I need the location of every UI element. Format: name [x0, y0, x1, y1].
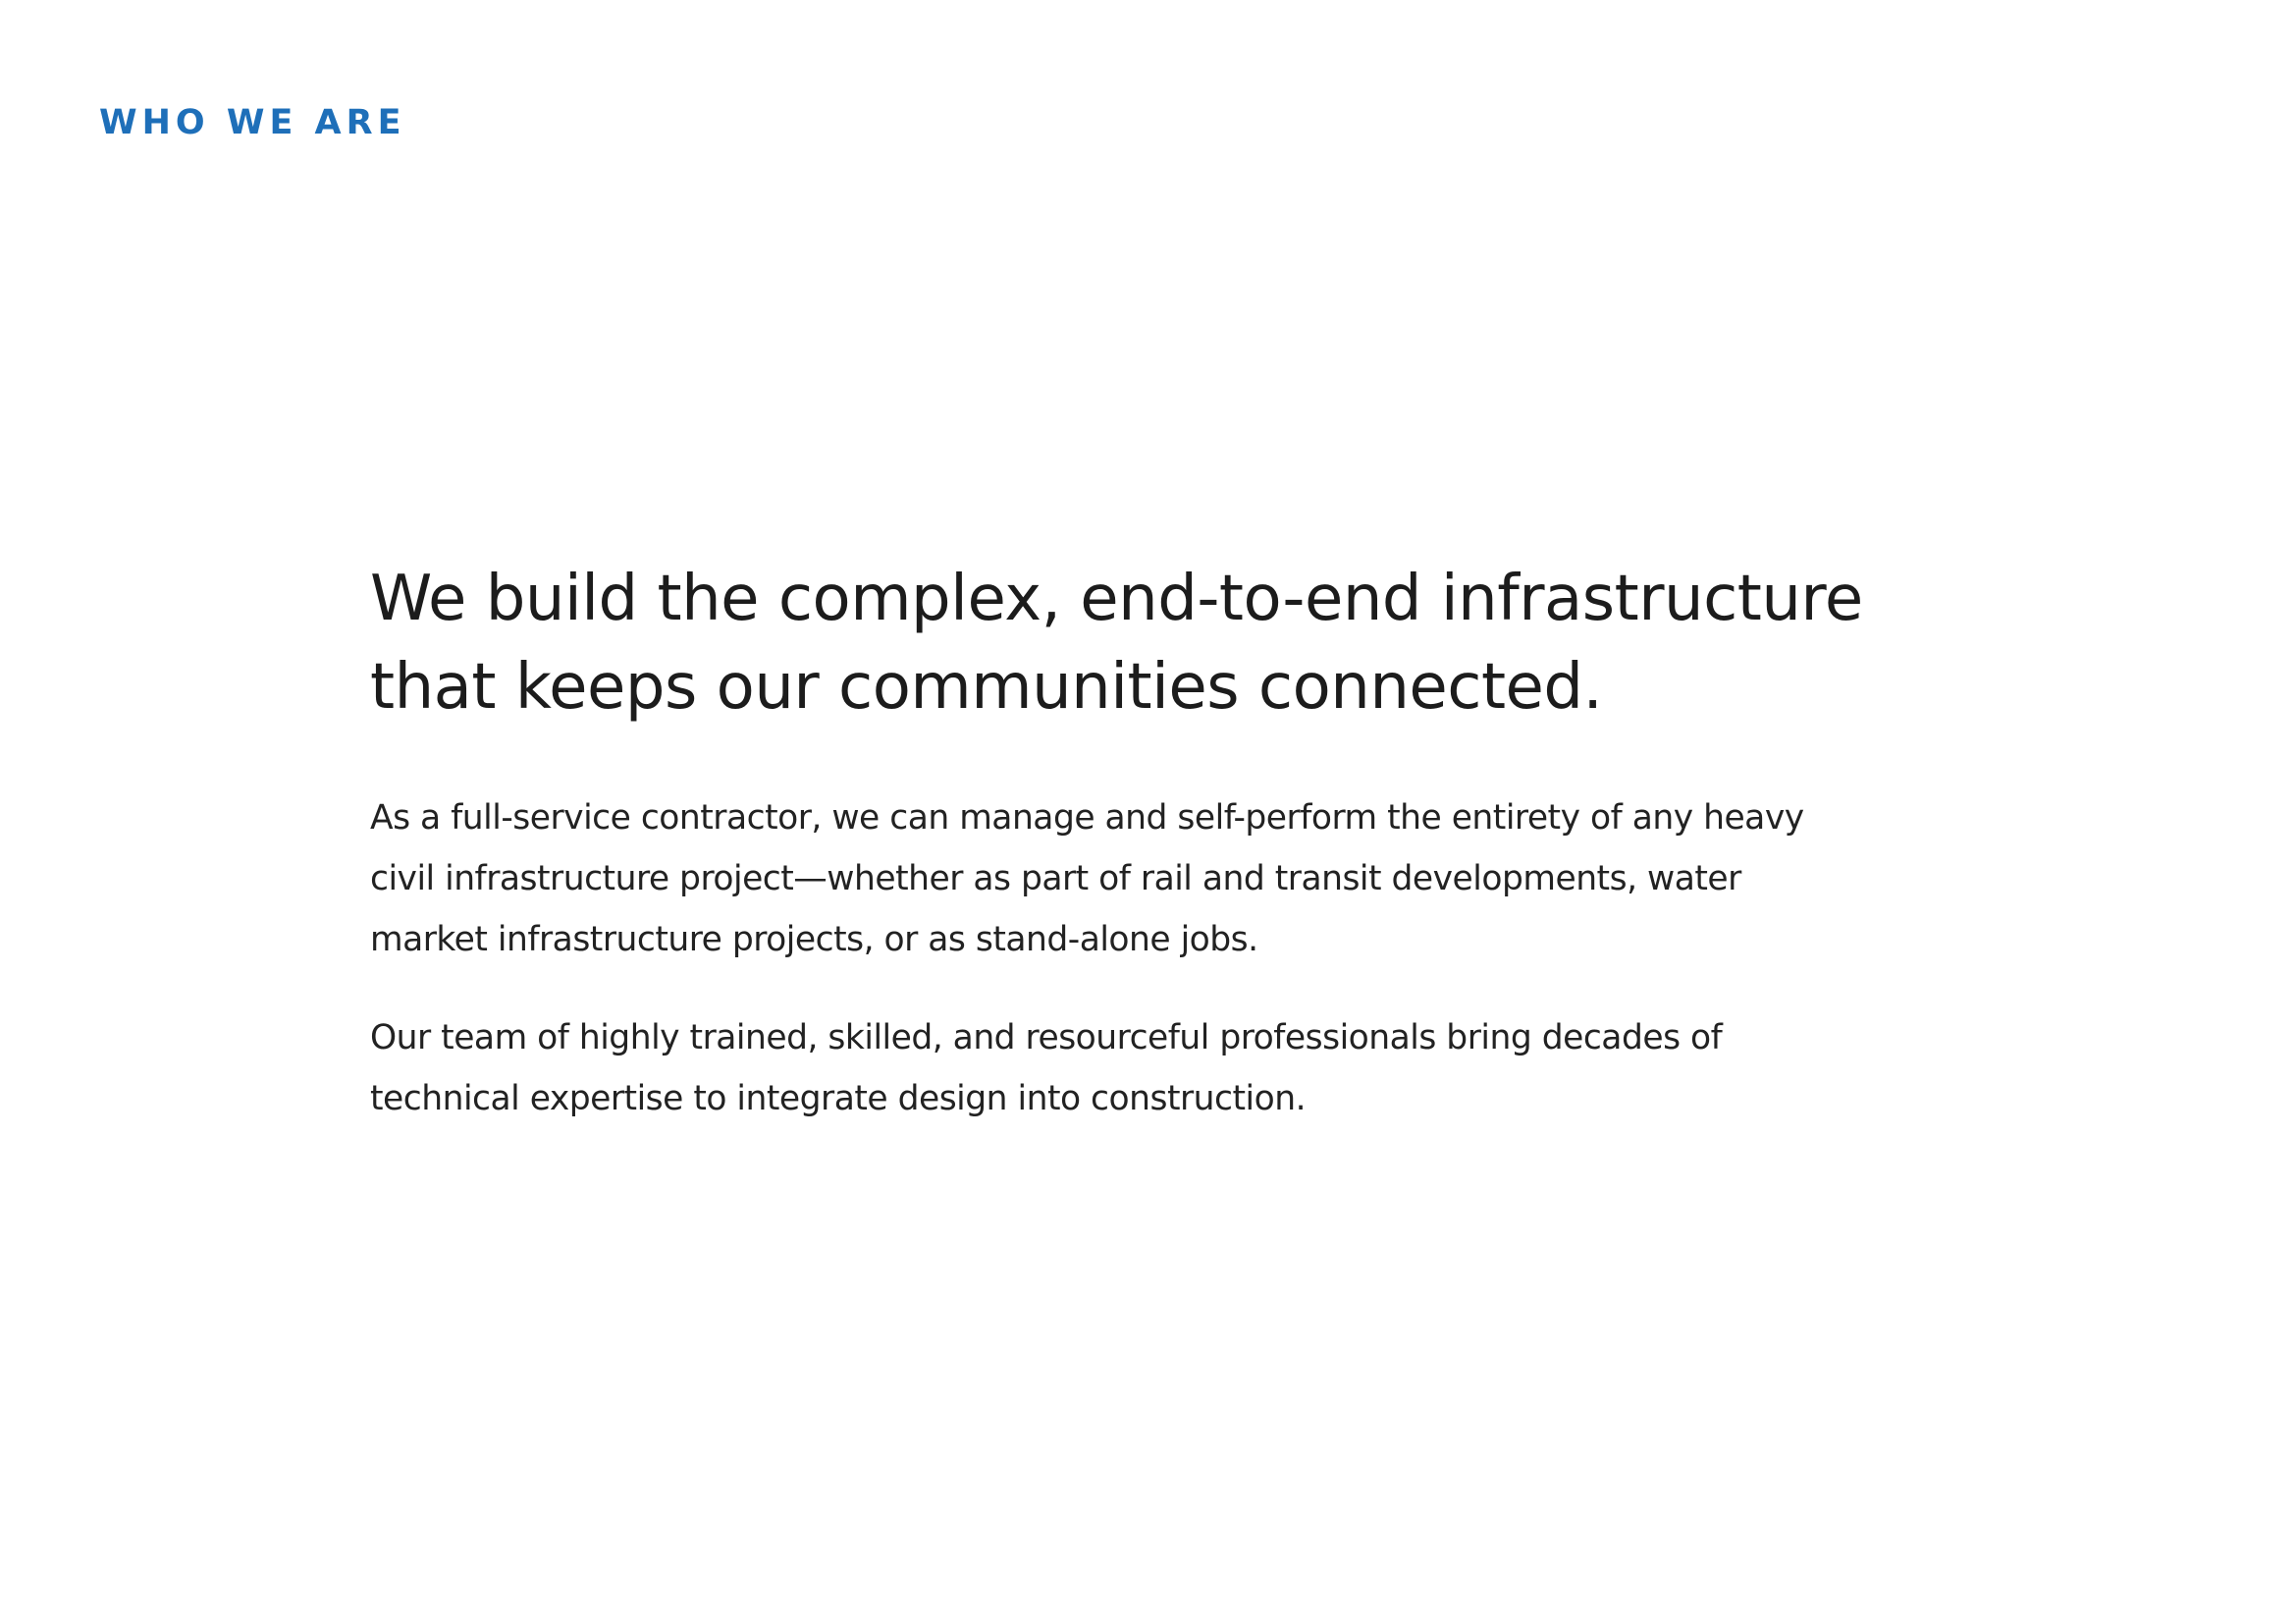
team-paragraph — [370, 1007, 1960, 1129]
headline-line: that keeps our communities connected. — [370, 651, 1603, 724]
paragraph-line: market infrastructure projects, or as stand-alone jobs. — [370, 920, 1258, 959]
headline-line: We build the complex, end-to-end infrastructure — [370, 563, 1863, 635]
main-content — [370, 555, 1960, 1129]
paragraph-line: Our team of highly trained, skilled, and resourceful professionals bring decades of — [370, 1018, 1723, 1057]
paragraph-line: technical expertise to integrate design into construction. — [370, 1079, 1307, 1118]
section-label: WHO WE ARE — [99, 103, 406, 142]
paragraph-line: As a full-service contractor, we can manage and self-perform the entirety of any heavy — [370, 798, 1804, 838]
paragraph-line: civil infrastructure project—whether as part of rail and transit developments, water — [370, 859, 1741, 898]
headline — [370, 555, 1960, 731]
intro-paragraph — [370, 787, 1960, 970]
